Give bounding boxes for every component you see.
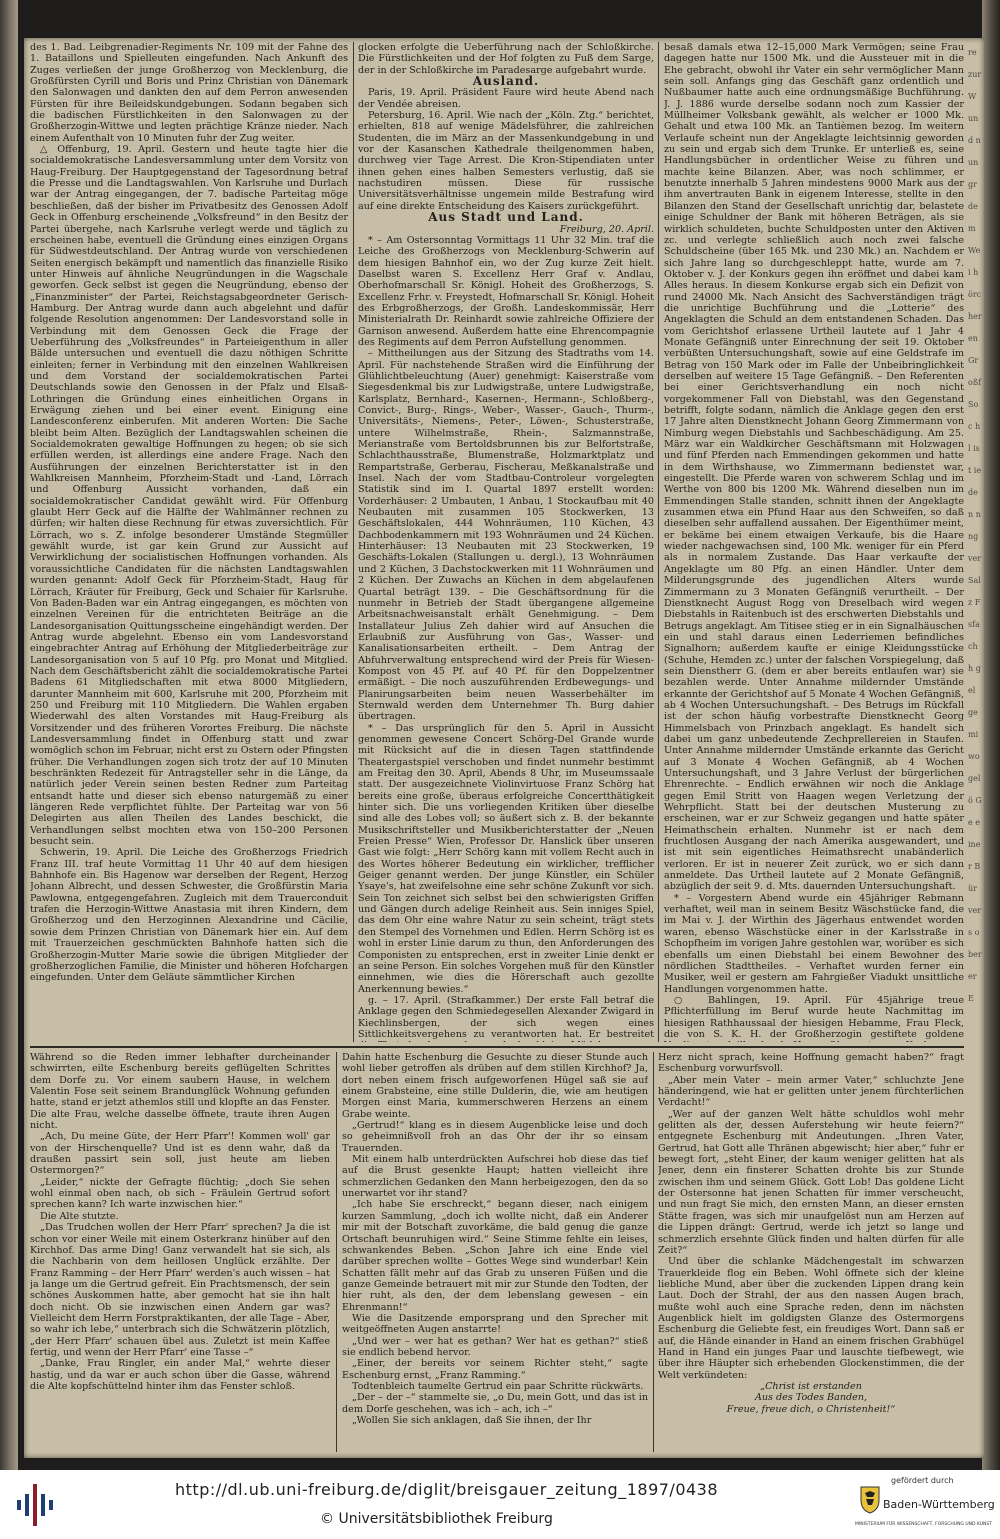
adjacent-page-strip [968, 42, 982, 1452]
article-paragraph: besaß damals etwa 12–15,000 Mark Vermögen; seine Frau dagegen hatte nur 1500 Mk. und die Aussteuer mit in die Ehe gebracht, obwohl ihr Vater ein sehr vermöglicher Mann sein soll. Anfangs ging das Geschäft ganz ordentlich und Nußbaumer hatte auch eine ordnungsmäßige Buchführung. J. J. 1886 wurde derselbe sodann noch zum Kassier der Müllheimer Volksbank gewählt, als welcher er 1000 Mk. Gehalt und etwa 100 Mk. an Tantièmen bezog. Im weitern Verlaufe scheint nun der Angeklagte leichtsinnig geworden zu sein und ergab sich dem Trunke. Er unterließ es, seine Handlungsbücher in ordentlicher Weise zu führen und machte keine Bilanzen. Aber, was noch schlimmer, er benutzte innerhalb 5 Jahren mindestens 9000 Mark aus der ihm anvertrauten Bank in eigenem Interesse, stellte in den Bilanzen den Stand der Gesellschaft unrichtig dar, belastete einige Schuldner der Bank mit höheren Beträgen, als sie wirklich schuldeten, buchte Schuldposten unter den Aktiven zc. und verlegte schließlich auch noch zwei falsche Schuldscheine (über 165 Mk. und 230 Mk.) an. Nachdem er sich Jahre lang so durchgeschleppt hatte, wurde am 7. Oktober v. J. der Konkurs gegen ihn eröffnet und dabei kam Alles heraus. In diesem Konkurse ergab sich ein Defizit von rund 24000 Mk. Nach Ansicht des Sachverständigen trägt die unrichtige Buchführung und die „Lotterie“ des Angeklagten die Schuld an dem entstandenen Schaden. Das vom Gerichtshof erlassene Urtheil lautete auf 1 Jahr 4 Monate Gefängniß unter Einrechnung der seit 19. Oktober verbüßten Untersuchungshaft, sowie auf eine Geldstrafe im Betrag von 150 Mark oder im Falle der Unbeibringlichkeit derselben auf weitere 15 Tage Gefängniß. – Den Referenten bei einer Gerichtsverhandlung ein noch nicht vorgekommener Fall von Diebstahl, was den Gegenstand betrifft, folgte sodann, nämlich die Anklage gegen den erst 17 Jahre alten Dienstknecht Johann Georg Zimmermann von Nimburg wegen Diebstahls und Sachbeschädigung. Am 25. März war ein Waldkircher Geschäftsmann mit Holzwagen und fünf Pferden nach Emmendingen gekommen und hatte in dem Wirthshause, wo Zimmermann bedienstet war, eingestellt. Die Pferde waren von schwerem Schlag und im Werthe von 800 bis 1200 Mk. Während dieselben nun im Emmendingen Stalle standen, schnitt ihnen der Angeklagte zusammen etwa ein Pfund Haar aus den Schweifen, so daß dieselben sehr auffallend aussahen. Der Eigenthümer meint, er bekäme bei einem etwaigen Verkaufe, bis die Haare wieder nachgewachsen sind, 100 Mk. weniger für ein Pferd als in normalem Zustande. Das Haar verkaufte der Angeklagte um 80 Pfg. an einen Händler. Unter dem Milderungsgrunde des jugendlichen Alters wurde Zimmermann zu 3 Monaten Gefängniß verurtheilt. – Der Dienstknecht August Rogg von Dreselbach wird wegen Diebstahls in Raitenbuch ist des erschwerten Diebstahls und Betrugs angeklagt. Am Titisee stieg er in ein Signalhäuschen ein und stahl daraus einen Lederriemen befindliches Signalhorn; außerdem kaufte er einige Kleidungsstücke (Schuhe, Hemden zc.) unter der falschen Vorspiegelung, daß sein Dienstherr G. (dem er aber bereits entlaufen war) sie bezahlen werde. Unter Annahme mildernder Umstände erkannte der Gerichtshof auf 5 Monate 4 Wochen Gefängniß, ab 4 Wochen Untersuchungshaft. – Des Betrugs im Rückfall ist der schon häufig vorbestrafte Dienstknecht Georg Himmelsbach von Prinzbach angeklagt. Es handelt sich dabei um ganz unbedeutende Zechprellereien in Staufen. Unter Annahme mildernder Umstände erkannte das Gericht auf 3 Monate 4 Wochen Gefängniß, ab 4 Wochen Untersuchungshaft, und 3 Jahre Verlust der bürgerlichen Ehrenrechte. – Endlich erwähnen wir noch die Anklage gegen Emil Stritt von Haagen wegen Verletzung der Wehrpflicht. Statt bei der deutschen Musterung zu erscheinen, war er zur Schweiz gegangen und hatte später Heimathschein erhalten. Nunmehr ist er nach dem fruchtlosen Ausgang der nach Amerika ausgewandert, und ist mit sein eigentliches Heimathsrecht unabänderlich verloren. Er ist in neuerer Zeit zurück, wo er sich dann anmeldete. Das Urtheil lautete auf 2 Monate Gefängniß, abzüglich der seit 9. d. Mts. dauernden Untersuchungshaft. [664, 42, 964, 893]
column-1 [30, 42, 348, 1042]
feuilleton-divider [30, 1046, 964, 1048]
article-paragraph: „Danke, Frau Ringler, ein ander Mal,“ wehrte dieser hastig, und da war er auch schon über die Gasse, während die Alte kopfschüttelnd hinter ihm das Fenster schloß. [30, 1358, 330, 1392]
article-paragraph: glocken erfolgte die Ueberführung nach der Schloßkirche. Die Fürstlichkeiten und der Hof folgten zu Fuß dem Sarge, der in der Schloßkirche im Paradesarge aufgebahrt wurde. [358, 42, 654, 76]
university-library-logo-icon [16, 1482, 56, 1528]
verse-line: „Christ ist erstanden [760, 1380, 862, 1392]
funding-label: gefördert durch [891, 1476, 954, 1485]
article-paragraph: Dahin hatte Eschenburg die Gesuchte zu dieser Stunde auch wohl lieber getroffen als drüben auf dem stillen Kirchhof? Ja, dort neben einem frisch aufgeworfenen Hügel saß sie auf einem Grabsteine, eine stille Dulderin, die, wie am heutigen Morgen einst Maria, kummerschweren Herzens an einem Grabe weinte. [342, 1052, 648, 1120]
article-paragraph: „Gertrud!“ klang es in diesem Augenblicke leise und doch so geheimnißvoll froh an das Ohr der ihr so einsam Trauernden. [342, 1120, 648, 1154]
column-rule [653, 1052, 654, 1452]
article-paragraph: Paris, 19. April. Präsident Faure wird heute Abend nach der Vendée abreisen. [358, 87, 654, 110]
article-paragraph: * – Vorgestern Abend wurde ein 45jähriger Rebmann verhaftet, weil man in seinem Besitz Wäschstücke fand, die im Mai v. J. der Wirthin des Jägerhaus entwendet worden waren, ebenso Wäschstücke einer in der Karlsstraße in Schopfheim im vorigen Jahre gestohlen war, worüber es sich ebenfalls um einen Diebstahl bei einem Bewohner des nördlichen Stadttheiles. – Verhaftet wurden ferner ein Musiker, weil er gestern am Fahrgießer Viadukt unsittliche Handlungen vorgenommen hatte. [664, 892, 964, 995]
newspaper-page [24, 38, 984, 1458]
article-paragraph: Petersburg, 16. April. Wie nach der „Köln. Ztg.“ berichtet, erhielten, 818 auf wenige Mädelsführer, die zahlreichen Studenten, die im März an der Massenkundgebung in und vor der Kasanschen Kathedrale theilgenommen haben, durchweg vier Tage Arrest. Die Kron-Stipendiaten unter ihnen gehen eines halben Semesters verlustig, daß sie nachstudiren müssen. Diese für russische Universitätsverhältnisse ungemein milde Bestrafung wird auf eine direkte Entscheidung des Kaisers zurückgeführt. [358, 110, 654, 212]
verse-line: Freue, freue dich, o Christenheit!“ [726, 1403, 896, 1415]
column-rule [353, 42, 354, 1042]
article-paragraph: „Ach, Du meine Güte, der Herr Pfarr'! Kommen woll' gar von der Hirschenquelle? Und ist es denn wahr, daß da draußen passirt sein soll, just heute am lieben Ostermorgen?“ [30, 1131, 330, 1177]
article-paragraph: „Aber mein Vater – mein armer Vater,“ schluchzte Jene händeringend, wie hat er gelitten unter jenem fürchterlichen Verdacht!“ [658, 1074, 964, 1109]
article-paragraph: „Ich habe Sie erschreckt,“ begann dieser, nach einigem kurzen Sammlung, „doch ich wollte nicht, daß ein Anderer mir mit der Botschaft zuvorkäme, die bald genug die ganze Ortschaft beunruhigen wird.“ Seine Stimme fehlte ein leises, schwankendes Beben. „Schon Jahre ich eine Ende viel darüber sprechen wollte – Gottes Wege sind wunderbar! Kein Schatten fällt mehr auf das Grab zu unseren Füßen und die ganze Gemeinde betrauert mit mir zur Stunde den Todten, der hier ruht, als den, der dem lebenslang gewesen – ein Ehrenmann!“ [342, 1199, 648, 1313]
funding-name: Baden-Württemberg [883, 1498, 995, 1511]
copyright-notice: © Universitätsbibliothek Freiburg [320, 1511, 553, 1527]
section-heading: Ausland. [472, 74, 540, 89]
permalink-url[interactable]: http://dl.ub.uni-freiburg.de/diglit/breisgauer_zeitung_1897/0438 [175, 1480, 719, 1499]
article-paragraph: Während so die Reden immer lebhafter durcheinander schwirrten, eilte Eschenburg bereits geflügelten Schrittes dem Dorfe zu. Vor einem saubern Hause, in welchem Valentin Fose seit seinem Brandunglück Wohnung gefunden hatte, stand er jetzt athemlos still und klopfte an das Fenster. Die alte Frau, welche dasselbe öffnete, traute ihren Augen nicht. [30, 1052, 330, 1132]
article-paragraph: „Und wer – wer hat es gethan? Wer hat es gethan?“ stieß sie endlich bebend hervor. [342, 1335, 648, 1358]
article-paragraph: „Das Trudchen wollen der Herr Pfarr' sprechen? Ja die ist schon vor einer Weile mit einem Osterkranz hinüber auf den Kirchhof. Das arme Ding! Ganz verwandelt hat sie sich, als die Nachbarin von dem heillosen Unglück erzählte. Der Franz Ramming – der Herr Pfarr' werden's auch wissen – hat ja lange um die Gertrud gefreit. Ein Prachtsmensch, der sein schönes Auskommen hatte, aber gemocht hat sie ihn halt doch nicht. Ob sie inzwischen einen Andern gar was? Vielleicht dem Herrn Forstpraktikanten, der alle Tage – Aber, so wahr ich lebe,“ unterbrach sich die Schwätzerin plötzlich, „der Herr Pfarr' schauen übel aus. Zuletzt ist mein Kaffee fertig, und wenn der Herr Pfarr' eine Tasse –“ [30, 1222, 330, 1358]
article-paragraph: Und über die schlanke Mädchengestalt im schwarzen Trauerkleide flog ein Beben. Wohl öffnete sich der kleine liebliche Mund, aber über die zuckenden Lippen drang kein Laut. Doch der Strahl, der aus den nassen Augen brach, mußte wohl auch eine Sprache reden, denn im nächsten Augenblick hielt im goldigsten Glanze des Ostermorgens Eschenburg die Geliebte fest, ein freudiges Wort. Dann saß er auf, die Hände einander in Hand an einem frischen Grabhügel Hand in Hand ein junges Paar und lauschte tiefbewegt, wie über ihre Häupter sich erhebenden Glockenstimmen, die der Welt verkündeten: [658, 1256, 964, 1381]
article-paragraph: Mit einem halb unterdrückten Aufschrei hob diese das tief auf die Brust gesenkte Haupt; hatten vielleicht ihre schmerzlichen Gedanken den Mann herbeigezogen, den da so unerwartet vor ihr stand? [342, 1154, 648, 1200]
article-paragraph: „Leider,“ nickte der Gefragte flüchtig; „doch Sie sehen wohl einmal oben nach, ob sich – Fräulein Gertrud sofort sprechen kann? Ich warte inzwischen hier.“ [30, 1176, 330, 1211]
article-paragraph: des 1. Bad. Leibgrenadier-Regiments Nr. 109 mit der Fahne des 1. Bataillons und Spielleuten eingefunden. Nach Ankunft des Zuges verließen der junge Großherzog von Mecklenburg, die Großfürsten Cyrill und Boris und Prinz Christian von Dänemark den Salonwagen und dankten den auf dem Perron anwesenden Fürsten für ihre Beileidskundgebungen. Sodann begaben sich die badischen Fürstlichkeiten in den Salonwagen zu der Großherzogin-Wittwe und legten prächtige Kränze nieder. Nach einem Aufenthalt von 10 Minuten fuhr der Zug weiter. [30, 42, 348, 144]
column-rule [336, 1052, 337, 1452]
article-paragraph: * – Das ursprünglich für den 5. April in Aussicht genommen gewesene Concert Schörg-Del Grande wurde mit Rücksicht auf die in diesen Tagen stattfindende Theatergastspiel verschoben und findet nunmehr bestimmt am Freitag den 30. April, Abends 8 Uhr, im Museumssaale statt. Der ausgezeichnete Violinvirtuose Franz Schörg hat bereits eine große, überaus erfolgreiche Concertthätigkeit hinter sich. Die uns vorliegenden Kritiken über dieselbe sind alle des Lobes voll; so äußert sich z. B. der bekannte Musikschriftsteller und Musikberichterstatter der „Neuen Freien Presse“ Wien, Professor Dr. Hanslick über unseren Gast wie folgt: „Herr Schörg kann mit vollem Recht auch in des Wortes höherer Bedeutung ein wirklicher, trefflicher Geiger genannt werden. Der junge Künstler, ein Schüler Ysaye's, hat zweifelsohne eine sehr schöne Zukunft vor sich. Sein Ton zeichnet sich selbst bei den schwierigsten Griffen und Gängen durch adelige Reinheit aus. Sein inniges Spiel, das dem Ohr eine wahre Natur zu sein scheint, trägt stets den Stempel des Vornehmen und Edlen. Herrn Schörg ist es wohl in erster Linie darum zu thun, den Anforderungen des Componisten zu entsprechen, erst in zweiter Linie denkt er an seine Person. Ein solches Vorgehen muß für den Künstler einnehmen, wie dies die Hörerschaft auch gezollte Anerkennung bewies.“ [358, 722, 654, 995]
article-paragraph: △ Offenburg, 19. April. Gestern und heute tagte hier die socialdemokratische Landesversammlung unter dem Vorsitz von Haug-Freiburg. Der Hauptgegenstand der Tagesordnung betraf die Presse und die Landtagswahlen. Von Karlsruhe und Durlach war der Antrag eingegangen, der 7. badische Parteitag möge beschließen, daß der bisher im Privatbesitz des Genossen Adolf Geck in Offenburg erscheinende „Volksfreund“ in den Besitz der Partei übergehe, nach Karlsruhe verlegt werde und täglich zu erscheinen habe, eventuell die Gründung eines einzigen Organs für Südwestdeutschland. Der Antrag wurde von verschiedenen Seiten energisch bekämpft und namentlich das finanzielle Risiko unter Hinweis auf ähnliche Neugründungen in die Wagschale geworfen. Geck selbst ist gegen die Neugründung, ebenso der „Finanzminister“ der Partei, Reichstagsabgeordneter Gerisch-Hamburg. Der Antrag wurde dann auch abgelehnt und dafür folgende Resolution angenommen: Der Landesvorstand solle in Verbindung mit dem Genossen Geck die Frage der Ueberführung des „Volksfreundes“ in Parteieigenthum in aller Bälde untersuchen und eventuell die dazu nöthigen Schritte einleiten; ferner in Verbindung mit den einzelnen Wahlkreisen und dem Vorstand der socialdemokratischen Partei Deutschlands sowie den Genossen in der Pfalz und Elsaß-Lothringen die Gründung eines einheitlichen Organs in Erwägung ziehen und bei einer event. Einigung eine Landesconferenz einberufen. Mit anderen Worten: Die Sache bleibt beim Alten. Bezüglich der Landtagswahlen scheinen die Socialdemokraten gewaltige Hoffnungen zu hegen; ob sie sich erfüllen werden, ist allerdings eine andere Frage. Nach den Ausführungen der einzelnen Berichterstatter ist in den Wahlkreisen Mannheim, Pforzheim-Stadt und -Land, Lörrach und Offenburg Aussicht vorhanden, daß ein socialdemokratischer Candidat gewählt wird. Für Offenburg glaubt Herr Geck auf die Hälfte der Wahlmänner rechnen zu dürfen; wir halten diese Rechnung für etwas zuversichtlich. Für Lörrach, wo s. Z. infolge besonderer Umstände Stegmüller gewählt wurde, ist gar kein Grund zur Aussicht auf Verwirklichung der socialistischen Hoffnungen vorhanden. Als voraussichtliche Candidaten für die nächsten Landtagswahlen wurden genannt: Adolf Geck für Pforzheim-Stadt, Haug für Lörrach, Kräuter für Freiburg, Geck und Schaier für Karlsruhe. Von Baden-Baden war ein Antrag eingegangen, es möchten von einzelnen Vereinen für die entrichteten Beiträge an die Landesorganisation Quittungsscheine eingehändigt werden. Der Antrag wurde abgelehnt. Ebenso ein vom Landesvorstand eingebrachter Antrag auf Erhöhung der Mitgliederbeiträge zur Landesorganisation von 5 auf 10 Pfg. pro Monat und Mitglied. Nach dem Geschäftsbericht zählt die socialdemokratische Partei Badens 61 Mitgliedschaften mit etwa 8000 Mitgliedern, darunter Mannheim mit 600, Karlsruhe mit 200, Pforzheim mit 250 und Freiburg mit 110 Mitgliedern. Die Wahlen ergaben Wiederwahl des alten Vorstandes mit Haug-Freiburg als Vorsitzender und des früheren Vorortes Freiburg. Die nächste Landesversammlung findet in Offenburg statt und zwar womöglich schon im Februar, nicht erst zu Ostern oder Pfingsten früher. Die Verhandlungen zogen sich trotz der auf 10 Minuten beschränkten Redezeit für Antragsteller sehr in die Länge, da natürlich jeder Verein seinen besten Redner zum Parteitag entsandt hatte und dieser sich ebenso naturgemäß zu einer längeren Rede verpflichtet fühlte. Der Parteitag war von 56 Delegirten aus allen Theilen des Landes beschickt, die Verhandlungen selbst mochten etwa von 150–200 Personen besucht sein. [30, 144, 348, 848]
article-paragraph: g. – 17. April. (Strafkammer.) Der erste Fall betraf die Anklage gegen den Schmiedegesellen Alexander Zwigard in Kiechlinsbergen, der sich wegen eines Sittlichkeitsvergehens zu verantworten hat. Er bestreitet [358, 994, 654, 1040]
article-paragraph: * – Am Ostersonntag Vormittags 11 Uhr 32 Min. traf die Leiche des Großherzogs von Mecklenburg-Schwerin auf dem hiesigen Bahnhof ein, wo der Zug kurze Zeit hielt. Daselbst waren S. Excellenz Herr Graf v. Andlau, Oberhofmarschall Sr. Königl. Hoheit des Großherzogs, S. Excellenz Frhr. v. Freystedt, Hofmarschall Sr. Königl. Hoheit des Erbgroßherzogs, der Großh. Landeskommissär, Herr Ministerialrath Dr. Reinhardt sowie zahlreiche Offiziere der Garnison anwesend. Außerdem hatte eine Ehrencompagnie des Regiments auf dem Perron Aufstellung genommen. [358, 234, 654, 348]
article-paragraph: Die Alte stutzte. [40, 1210, 119, 1222]
article-paragraph: Schwerin, 19. April. Die Leiche des Großherzogs Friedrich Franz III. traf heute Vormittag 11 Uhr 40 auf dem hiesigen Bahnhofe ein. Bis Hagenow war derselben der Regent, Herzog Johann Albrecht, und dessen Schwester, die Großfürstin Maria Pawlowna, entgegengefahren. Zugleich mit dem Trauerconduit trafen die Herzogin-Wittwe Anastasia mit ihren Kindern, dem Großherzog und den Herzoginnen Alexandrine und Cäcilie, sowie dem Prinzen Christian von Dänemark hier ein. Auf dem mit Trauerzeichen geschmückten Bahnhofe hatten sich die Großherzogin-Mutter Marie sowie die übrigen Mitglieder der großherzoglichen Familie, die Minister und höheren Hofchargen eingefunden. Unter dem Geläute sämmtlicher Kirchen [30, 847, 348, 984]
funding-badge [855, 1476, 995, 1536]
viewer-footer [0, 1470, 1000, 1539]
adjacent-page-fragments: re zur W und nun gr dem Wei hörcher en Großf Soc hl ist ieden nng ver Salz F sfach h gel gemi wo gelö Ge einer Bür vers oberer E [968, 48, 982, 1003]
article-paragraph: Todtenbleich taumelte Gertrud ein paar Schritte rückwärts. [352, 1380, 644, 1392]
article-paragraph: „Wer auf der ganzen Welt hätte schuldlos wohl mehr gelitten als der, dessen Auferstehung wir heute feiern?“ entgegnete Eschenburg mit Andeutungen. „Ihren Vater, Gertrud, hat Gott alle Thränen abgewischt; hier aber,“ fuhr er bewegt fort, „steht Einer, der kaum weniger gelitten hat als Jener, denn ein finsterer Schatten drohte bis zur Stunde zwischen ihm und seinem Glück. Gott Lob! Das goldene Licht der Ostersonne hat jenen Schatten für immer verscheucht, und nun fragt Sie mich, den ernsten Mann, an dieser ernsten Stätte fragen, was sich mir unaufgelöst nun am Herzen auf die Lippen drängt: Gertrud, werde ich jetzt so lange und schmerzlich ersehnte Glück finden und halten dürfen für alle Zeit?“ [658, 1108, 964, 1256]
funding-ministry: MINISTERIUM FÜR WISSENSCHAFT, FORSCHUNG UND KUNST [855, 1522, 992, 1527]
column-2 [358, 42, 654, 1042]
article-paragraph: Wie die Dasitzende emporsprang und den Sprecher mit weitgeöffneten Augen anstarrte! [342, 1312, 648, 1336]
feuilleton-column-1 [30, 1052, 330, 1452]
article-paragraph: Herz nicht sprach, keine Hoffnung gemacht haben?“ fragt Eschenburg vorwurfsvoll. [658, 1052, 964, 1075]
article-paragraph: „Einer, der bereits vor seinem Richter steht,“ sagte Eschenburg ernst, „Franz Ramming.“ [342, 1358, 648, 1381]
binding-edge [0, 0, 18, 1470]
column-3 [664, 42, 964, 1042]
article-paragraph: „Der – der –“ stammelte sie, „o Du, mein Gott, und das ist in dem Dorfe geschehen, was ich – ach, ich –“ [342, 1392, 648, 1415]
page-edge [982, 0, 1000, 1470]
feuilleton-column-2 [342, 1052, 648, 1452]
column-rule [658, 42, 659, 1042]
article-paragraph: ○ Bahlingen, 19. April. Für 45jährige treue Pflichterfüllung im Beruf wurde heute Nachmittag im hiesigen Rathhaussaal der hiesigen Hebamme, Frau Fleck, die von S. K. H. der Großherzogin gestiftete goldene [664, 994, 964, 1040]
verse-line: Aus des Todes Banden, [754, 1392, 868, 1404]
dateline: Freiburg, 20. April. [559, 223, 654, 235]
state-crest-icon [859, 1484, 881, 1514]
article-paragraph: – Mittheilungen aus der Sitzung des Stadtraths vom 14. April. Für nachstehende Straßen wird die Einführung der Glühlichtbeleuchtung (Auer) genehmigt: Kaiserstraße vom Siegesdenkmal bis zur Ludwigstraße, untere Ludwigstraße, Karlsplatz, Bernhard-, Kasernen-, Hermann-, Schloßberg-, Convict-, Burg-, Rings-, Weber-, Wasser-, Gauch-, Thurm-, Universitäts-, Niemens-, Peter-, Löwen-, Schusterstraße, untere Wilhelmstraße, Rhein-, Salzmannstraße, Merianstraße vom Bertoldsbrunnen bis zur Belfortstraße, Schlachthausstraße, Blumenstraße, Holzmarktplatz und Rempartstraße, Gerberau, Fischerau, Meßkanalstraße und Insel. Nach der vom Stadtbau-Controleur vorgelegten Statistik sind im I. Quartal 1897 erstellt worden: Vorderhäuser: 2 Umbauten, 1 Anbau, 1 Stockaufbau mit 40 Neubauten mit zusammen 105 Stockwerken, 13 Geschäftslokalen, 444 Wohnräumen, 110 Küchen, 43 Dachbodenkammern mit 193 Wohnräumen und 24 Küchen. Hinterhäuser: 13 Neubauten mit 23 Stockwerken, 19 Geschäfts-Lokalen (Stallungen u. dergl.), 13 Wohnräumen und 2 Küchen, 3 Dachstockwerken mit 11 Wohnräumen und 2 Küchen. Der Zuwachs an Küchen in dem abgelaufenen Quartal beträgt 139. – Die Geschäftsordnung für die nunmehr in Betrieb der Stadt übergangene allgemeine Arbeitsnachweisanstalt erhält Genehmigung. – Dem Installateur Julius Zeh dahier wird auf Ansuchen die Erlaubniß zur Ausführung von Gas-, Wasser- und Kanalisationsarbeiten ertheilt. – Dem Antrag der Abfuhrverwaltung entsprechend wird der Preis für Wiesen-Kompost von 45 Pf. auf 40 Pf. für den Doppelzentner ermäßigt. – Die noch auszuführenden Erdbewegungs- und Planirungsarbeiten beim neuen Wasserbehälter im Sternwald werden dem Unternehmer Th. Burg dahier übertragen. [358, 348, 654, 723]
feuilleton-column-3 [658, 1052, 964, 1452]
article-paragraph: „Wollen Sie sich anklagen, daß Sie ihnen, der Ihr [352, 1415, 592, 1426]
section-heading: Aus Stadt und Land. [428, 210, 584, 225]
